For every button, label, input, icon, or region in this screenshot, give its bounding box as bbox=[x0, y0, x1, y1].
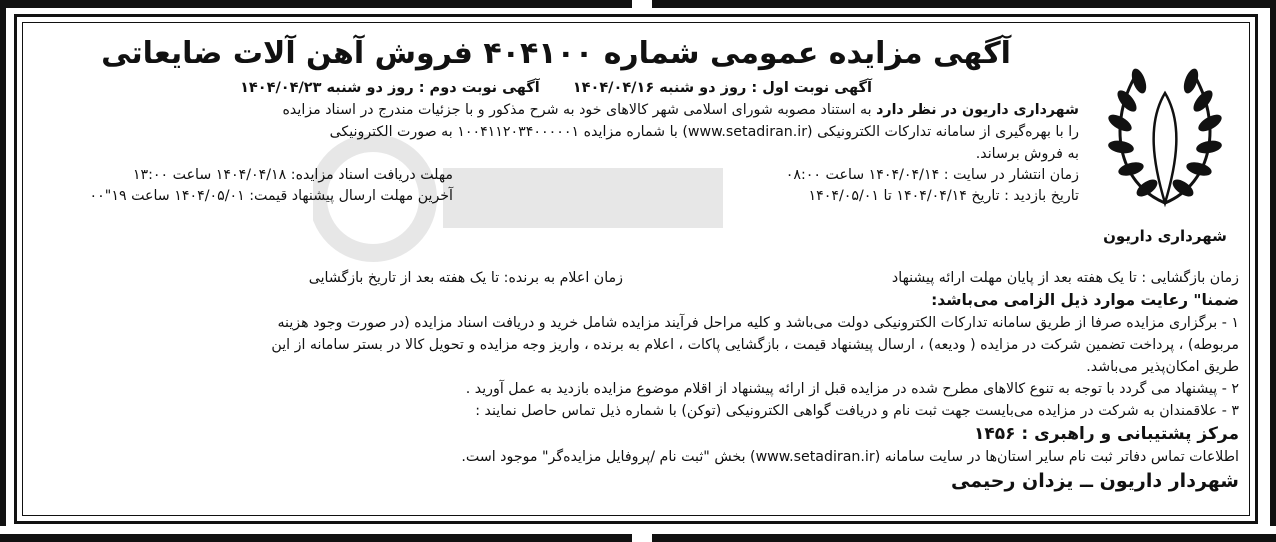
note-1-line-1: ۱ - برگزاری مزایده صرفا از طریق سامانه تدارکات الکترونیکی دولت می‌باشد و کلیه مراحل فرآیند مزایده شامل خرید و دریافت اسناد مزایده (در صورت وجود هزینه bbox=[277, 315, 1239, 331]
contact-info: اطلاعات تماس دفاتر ثبت نام سایر استان‌ها در سایت سامانه (www.setadiran.ir) بخش "ثبت نام /پروفایل مزایده‌گر" موجود است. bbox=[461, 449, 1239, 465]
top-rule-left bbox=[0, 0, 632, 8]
signature: شهردار داریون ــ یزدان رحیمی bbox=[951, 470, 1239, 492]
intro-line-2: را با بهره‌گیری از سامانه تدارکات الکترونیکی (www.setadiran.ir) با شماره مزایده ۱۰۰۴۱۱۲۰۳۴۰۰۰۰۰۱ به صورت الکترونیکی bbox=[329, 124, 1079, 140]
ad-inner-border bbox=[22, 22, 1250, 516]
note-1-line-3: طریق امکان‌پذیر می‌باشد. bbox=[1086, 359, 1239, 375]
visit-dates: تاریخ بازدید : تاریخ ۱۴۰۴/۰۴/۱۴ تا ۱۴۰۴/۰۵/۰۱ bbox=[808, 188, 1079, 204]
intro-bold: شهرداری داریون در نظر دارد bbox=[876, 102, 1079, 118]
laurel-wreath-logo bbox=[1097, 53, 1233, 213]
support-center: مرکز پشتیبانی و راهبری : ۱۴۵۶ bbox=[974, 424, 1239, 444]
second-notice: آگهی نوبت دوم : روز دو شنبه ۱۴۰۴/۰۴/۲۳ bbox=[240, 80, 540, 96]
first-notice: آگهی نوبت اول : روز دو شنبه ۱۴۰۴/۰۴/۱۶ bbox=[572, 80, 872, 96]
doc-deadline: مهلت دریافت اسناد مزایده: ۱۴۰۴/۰۴/۱۸ ساعت ۱۳:۰۰ bbox=[132, 167, 453, 183]
ad-frame bbox=[14, 14, 1258, 524]
top-rule-right bbox=[652, 0, 1276, 8]
notes-heading: ضمنا" رعایت موارد ذیل الزامی می‌باشد: bbox=[931, 291, 1239, 309]
logo-caption: شهرداری داریون bbox=[1103, 227, 1227, 245]
intro-line-3: به فروش برساند. bbox=[975, 146, 1079, 162]
municipality-logo-block bbox=[1091, 53, 1239, 253]
bottom-rule-right bbox=[652, 534, 1276, 542]
schedule-row-2 bbox=[33, 186, 1079, 207]
intro-line-1 bbox=[33, 99, 1079, 121]
note-1-line-2: مربوطه) ، پرداخت تضمین شرکت در مزایده ( ودیعه) ، ارسال پیشنهاد قیمت ، بازگشایی پاکات ، اعلام به برنده ، واریز وجه مزایده و تحویل کالا در بستر سامانه از این bbox=[271, 337, 1239, 353]
left-rule bbox=[0, 8, 6, 526]
schedule-row-3 bbox=[33, 268, 1239, 289]
publish-time: زمان انتشار در سایت : ۱۴۰۴/۰۴/۱۴ ساعت ۰۸:۰۰ bbox=[785, 167, 1079, 183]
winner-notice: زمان اعلام به برنده: تا یک هفته بعد از تاریخ بازگشایی bbox=[308, 270, 623, 286]
intro-line-1-text: به استناد مصوبه شورای اسلامی شهر کالاهای خود به شرح مذکور و با جزئیات مندرج در اسناد مزایده bbox=[282, 102, 872, 118]
right-rule bbox=[1270, 8, 1276, 526]
note-3: ۳ - علاقمندان به شرکت در مزایده می‌بایست جهت ثبت نام و دریافت گواهی الکترونیکی (توکن) با شماره ذیل تماس حاصل نمایند : bbox=[475, 403, 1239, 419]
lower-section bbox=[33, 268, 1239, 494]
bottom-rule-left bbox=[0, 534, 632, 542]
opening-time: زمان بازگشایی : تا یک هفته بعد از پایان مهلت ارائه پیشنهاد bbox=[891, 270, 1239, 286]
ad-title: آگهی مزایده عمومی شماره ۴۰۴۱۰۰ فروش آهن آلات ضایعاتی bbox=[101, 36, 1011, 71]
note-2: ۲ - پیشنهاد می گردد با توجه به تنوع کالاهای مطرح شده در مزایده قبل از ارائه پیشنهاد از اقلام موضوع مزایده بازدید به عمل آورید . bbox=[465, 381, 1239, 397]
schedule-row-1 bbox=[33, 165, 1079, 186]
notice-dates bbox=[33, 77, 1079, 99]
bid-deadline: آخرین مهلت ارسال پیشنهاد قیمت: ۱۴۰۴/۰۵/۰۱ ساعت ۱۹"۰۰ bbox=[89, 188, 453, 204]
